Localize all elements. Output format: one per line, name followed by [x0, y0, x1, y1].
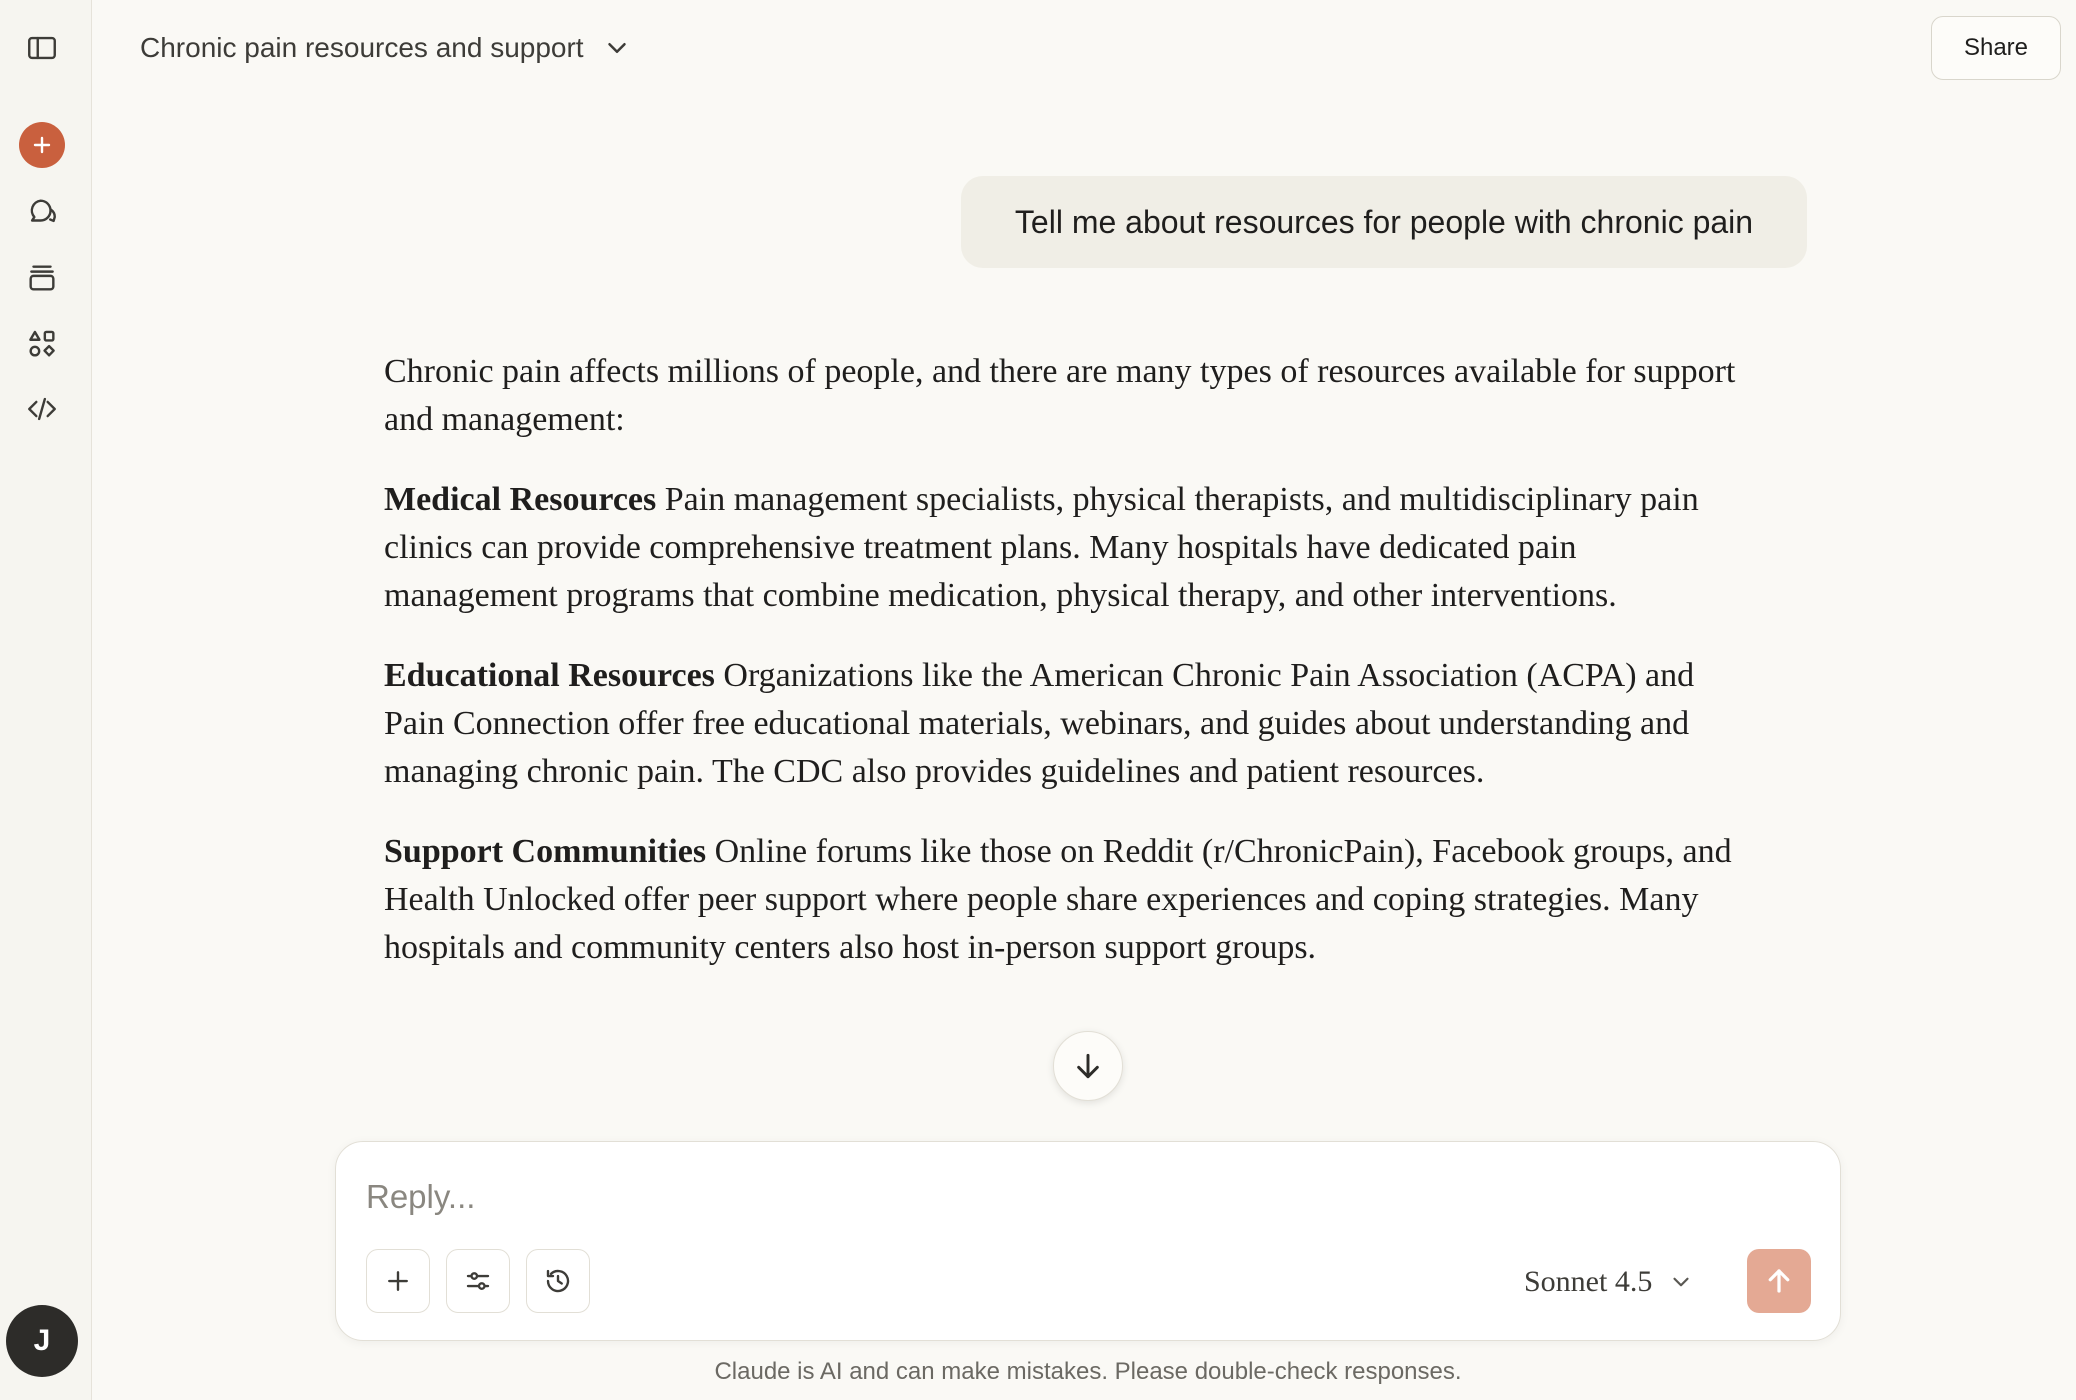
avatar[interactable]	[6, 1305, 78, 1377]
response-section	[384, 828, 1744, 972]
chevron-down-icon	[1668, 1269, 1694, 1295]
sliders-icon	[463, 1266, 493, 1296]
arrow-down-icon	[1072, 1050, 1104, 1082]
response-intro: Chronic pain affects millions of people, and there are many types of resources available for support and management:	[384, 353, 1736, 438]
scroll-to-bottom-button[interactable]	[1053, 1031, 1123, 1101]
avatar-initial: J	[33, 1324, 51, 1357]
extended-thinking-button[interactable]	[526, 1249, 590, 1313]
response-section	[384, 652, 1744, 796]
sidebar-toggle-button[interactable]	[18, 24, 66, 72]
reply-input[interactable]	[366, 1172, 1566, 1222]
chats-button[interactable]	[18, 188, 66, 236]
clock-history-icon	[543, 1266, 573, 1296]
section-heading: Support Communities	[384, 833, 707, 870]
user-message: Tell me about resources for people with chronic pain	[961, 176, 1807, 268]
conversation-title: Chronic pain resources and support	[140, 32, 584, 63]
sidebar-toggle-icon	[25, 31, 59, 65]
model-name: Sonnet 4.5	[1524, 1265, 1653, 1298]
section-heading: Medical Resources	[384, 481, 657, 518]
disclaimer: Claude is AI and can make mistakes. Please double-check responses.	[714, 1358, 1462, 1385]
plus-icon	[383, 1266, 413, 1296]
section-text: Organizations like the American Chronic Pain Association (ACPA) and Pain Connection offer free educational materials, webinars, and guides about understanding and managing chronic pain. The CDC also provides guidelines and patient resources.	[384, 657, 1695, 790]
response-section	[384, 476, 1744, 620]
chevron-down-icon	[602, 33, 632, 63]
model-selector[interactable]	[1524, 1257, 1694, 1307]
projects-button[interactable]	[18, 254, 66, 302]
composer	[335, 1141, 1841, 1341]
send-button[interactable]	[1747, 1249, 1811, 1313]
share-button[interactable]: Share	[1931, 16, 2061, 80]
assistant-response	[384, 348, 1744, 1004]
projects-icon	[25, 261, 59, 295]
conversation-title-menu[interactable]	[140, 26, 632, 70]
artifacts-button[interactable]	[18, 320, 66, 368]
add-content-button[interactable]	[366, 1249, 430, 1313]
code-button[interactable]	[18, 385, 66, 433]
section-heading: Educational Resources	[384, 657, 715, 694]
plus-icon	[30, 133, 54, 157]
chats-icon	[25, 195, 59, 229]
section-text: Online forums like those on Reddit (r/ChronicPain), Facebook groups, and Health Unlocked offer peer support where people share experiences and coping strategies. Many hospitals and community centers also host in-person support groups.	[384, 833, 1732, 966]
tools-button[interactable]	[446, 1249, 510, 1313]
sidebar	[0, 0, 92, 1400]
header	[92, 0, 2076, 96]
artifacts-icon	[25, 327, 59, 361]
section-text: Pain management specialists, physical therapists, and multidisciplinary pain clinics can provide comprehensive treatment plans. Many hospitals have dedicated pain management programs that combine medication, physical therapy, and other interventions.	[384, 481, 1699, 614]
arrow-up-icon	[1764, 1266, 1794, 1296]
code-icon	[25, 392, 59, 426]
new-chat-button[interactable]	[19, 122, 65, 168]
